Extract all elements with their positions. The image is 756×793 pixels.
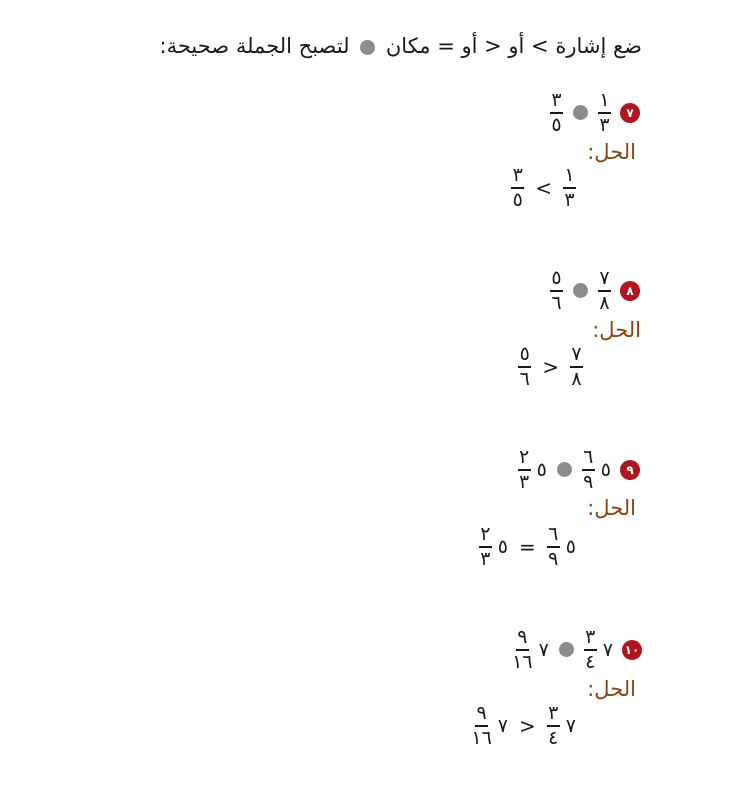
instruction-part-1: ضع إشارة > أو < أو = مكان (385, 34, 642, 58)
fraction-left: $\frac{٦}{٩}$ (583, 446, 594, 493)
whole-number: ٥ (497, 535, 509, 558)
fraction-left: $\frac{١}{٣}$ (564, 164, 575, 211)
whole-number: ٥ (536, 458, 547, 481)
comparison-placeholder-icon (559, 642, 574, 657)
fraction-right: $\frac{٩}{١٦}$ (512, 626, 533, 673)
whole-number: ٧ (565, 714, 576, 737)
fraction-right: $\frac{٥}{٦}$ (519, 343, 530, 390)
solution-label: الحل: (587, 496, 636, 520)
comparison-symbol: < (535, 175, 552, 200)
answer-row-7 (508, 165, 579, 211)
solution-label: الحل: (587, 140, 636, 164)
question-row-10 (509, 627, 642, 673)
solution-label: الحل: (592, 318, 641, 342)
fraction-left: $\frac{٧}{٨}$ (599, 267, 610, 314)
fraction-left: $\frac{٣}{٤}$ (548, 702, 559, 749)
fraction-right: $\frac{٥}{٦}$ (551, 267, 562, 314)
comparison-symbol: > (542, 354, 559, 379)
fraction-right: $\frac{٣}{٥}$ (512, 164, 523, 211)
circle-placeholder-icon (360, 40, 375, 55)
question-row-9 (515, 447, 640, 493)
fraction-right: $\frac{٢}{٣}$ (518, 446, 530, 493)
problem-number-badge: ٩ (620, 460, 640, 480)
whole-number: ٥ (600, 458, 611, 481)
comparison-symbol: > (519, 713, 536, 738)
fraction-left: $\frac{٦}{٩}$ (548, 523, 559, 570)
whole-number: ٧ (602, 638, 613, 661)
fraction-right: $\frac{٣}{٥}$ (551, 89, 562, 136)
whole-number: ٥ (565, 535, 576, 558)
whole-number: ٧ (538, 638, 549, 661)
fraction-left: $\frac{١}{٣}$ (599, 89, 610, 136)
problem-number-badge: ٨ (620, 281, 640, 301)
comparison-symbol: = (519, 534, 536, 559)
answer-row-10 (468, 703, 579, 749)
comparison-placeholder-icon (573, 283, 588, 298)
problem-number-badge: ٧ (620, 103, 640, 123)
instruction-part-2: لتصبح الجملة صحيحة: (159, 34, 350, 58)
whole-number: ٧ (497, 714, 509, 737)
fraction-left: $\frac{٣}{٤}$ (585, 626, 596, 673)
comparison-placeholder-icon (573, 105, 588, 120)
fraction-right: $\frac{٢}{٣}$ (480, 523, 491, 570)
answer-row-9 (476, 524, 579, 570)
comparison-placeholder-icon (557, 462, 572, 477)
problem-number-badge: ١٠ (622, 640, 642, 660)
instruction-text (160, 30, 642, 62)
fraction-left: $\frac{٧}{٨}$ (571, 343, 582, 390)
solution-label: الحل: (587, 677, 636, 701)
question-row-8 (547, 268, 640, 314)
answer-row-8 (515, 344, 586, 390)
fraction-right: $\frac{٩}{١٦}$ (471, 702, 492, 749)
question-row-7 (547, 90, 640, 136)
